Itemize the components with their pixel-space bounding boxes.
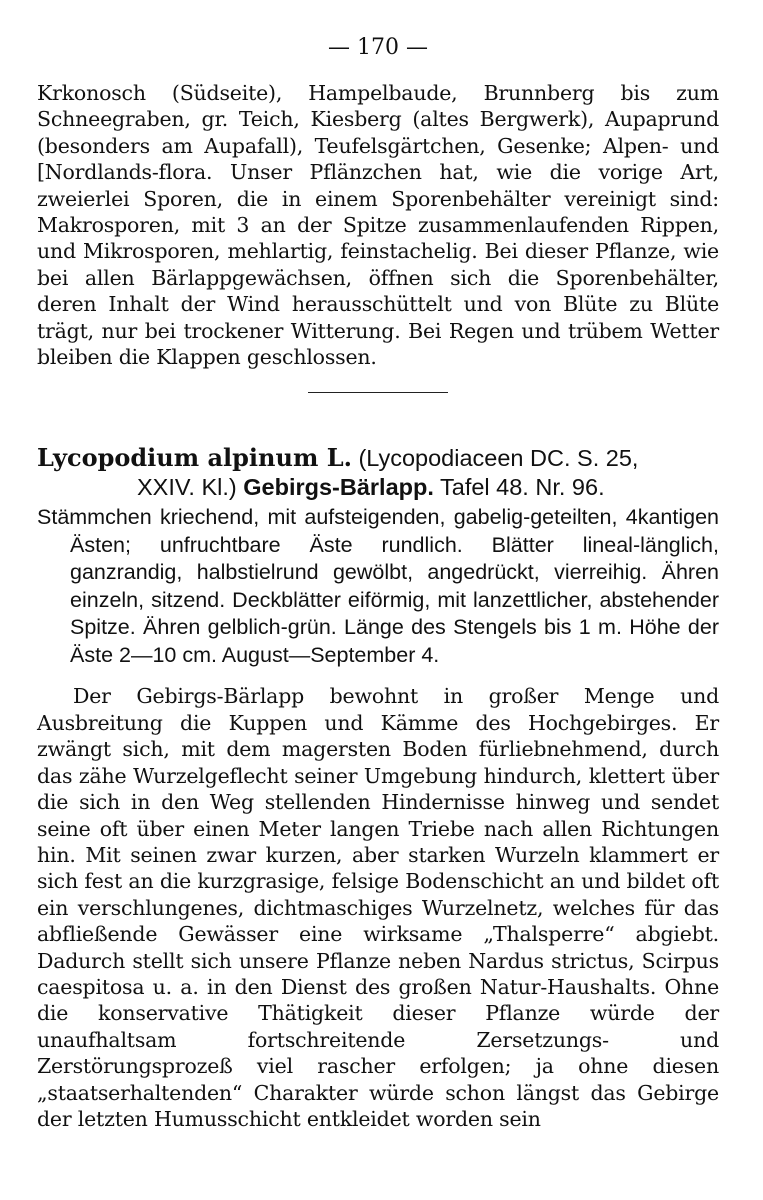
family-reference-line-1: (Lycopodiaceen DC. S. 25, bbox=[358, 445, 639, 472]
description-block bbox=[37, 504, 719, 669]
family-reference-line-2: XXIV. Kl.) bbox=[137, 474, 237, 501]
plate-reference: Tafel 48. bbox=[440, 474, 529, 501]
number-reference: Nr. 96. bbox=[535, 474, 605, 501]
paragraph-habitat: Der Gebirgs-Bärlapp bewohnt in großer Menge und Ausbreitung die Kuppen und Kämme des Hochgebirges. Er zwängt sich, mit dem magersten Boden fürliebnehmend, durch das zähe Wurzelgeflecht seiner Umgebung hindurch, klettert über die sich in den Weg stellenden Hindernisse hinweg und sendet seine oft über einen Meter langen Triebe nach allen Richtungen hin. Mit seinen zwar kurzen, aber starken Wurzeln klammert er sich fest an die kurzgrasige, felsige Bodenschicht an und bildet oft ein verschlungenes, dichtmaschiges Wurzelnetz, welches für das abfließende Gewässer eine wirksame „Thalsperre“ abgiebt. Dadurch stellt sich unsere Pflanze neben Nardus strictus, Scirpus caespitosa u. a. in den Dienst des großen Natur-Haushalts. Ohne die konservative Thätigkeit dieser Pflanze würde der unaufhaltsam fortschreitende Zersetzungs- und Zerstörungsprozeß viel rascher erfolgen; ja ohne diesen „staatserhaltenden“ Charakter würde schon längst das Gebirge der letzten Humusschicht entkleidet worden sein bbox=[37, 684, 719, 1131]
section-divider bbox=[308, 392, 448, 393]
page-number: — 170 — bbox=[328, 35, 428, 60]
botanical-description: Stämmchen kriechend, mit aufsteigenden, gabelig-geteilten, 4kantigen Ästen; unfruchtbare Äste rundlich. Blätter lineal-länglich, ganzrandig, halbstielrund gewölbt, angedrückt, vierreihig. Ähren einzeln, sitzend. Deckblätter eiförmig, mit lanzettlicher, abstehender Spitze. Ähren gelblich-grün. Länge des Stengels bis 1 m. Höhe der Äste 2—10 cm. August—September 4. bbox=[37, 505, 719, 667]
paragraph-intro: Krkonosch (Südseite), Hampelbaude, Brunnberg bis zum Schneegraben, gr. Teich, Kiesberg (altes Bergwerk), Aupaprund (besonders am Aupafall), Teufelsgärtchen, Gesenke; Alpen- und [Nordlands-flora. Unser Pflänzchen hat, wie die vorige Art, zweierlei Sporen, die in einem Sporenbehälter vereinigt sind: Makrosporen, mit 3 an der Spitze zusammenlaufenden Rippen, und Mikrosporen, mehlartig, feinstachelig. Bei dieser Pflanze, wie bei allen Bärlappgewächsen, öffnen sich die Sporenbehälter, deren Inhalt der Wind herausschüttelt und von Blüte zu Blüte trägt, nur bei trockener Witterung. Bei Regen und trübem Wetter bleiben die Klappen geschlossen. bbox=[37, 81, 719, 370]
heading-second-line bbox=[37, 473, 719, 502]
common-name: Gebirgs-Bärlapp. bbox=[243, 474, 434, 501]
species-heading bbox=[37, 443, 719, 502]
species-name: Lycopodium alpinum L. bbox=[37, 443, 352, 473]
